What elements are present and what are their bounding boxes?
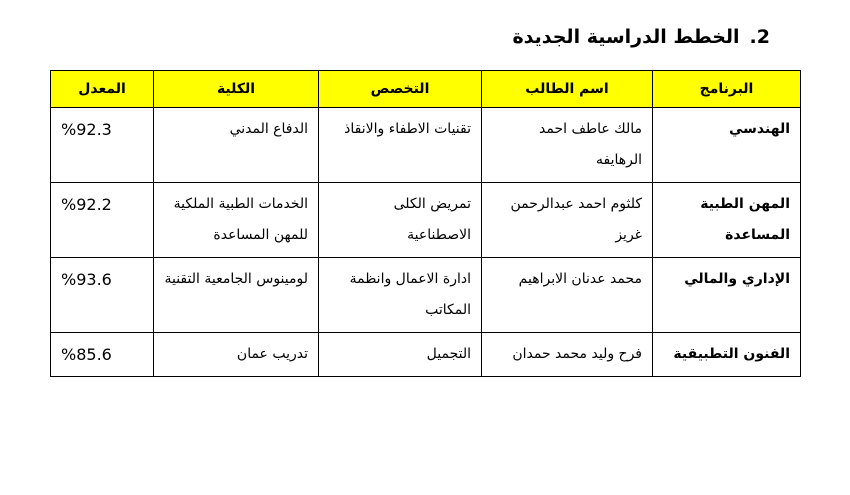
header-college: الكلية [154,71,319,108]
cell-college: تدريب عمان [154,333,319,377]
cell-student-name: مالك عاطف احمد الرهايفه [482,108,653,183]
cell-college: لومينوس الجامعية التقنية [154,258,319,333]
table-header-row [51,71,801,108]
cell-college: الدفاع المدني [154,108,319,183]
cell-student-name: فرح وليد محمد حمدان [482,333,653,377]
header-program: البرنامج [653,71,801,108]
cell-average: %92.2 [51,183,154,258]
cell-program: الفنون التطبيقية [653,333,801,377]
header-average: المعدل [51,71,154,108]
section-heading [512,26,770,48]
cell-average: %92.3 [51,108,154,183]
study-plans-table [50,70,801,377]
header-major: التخصص [319,71,482,108]
cell-college: الخدمات الطبية الملكية للمهن المساعدة [154,183,319,258]
table-row [51,183,801,258]
cell-program: الهندسي [653,108,801,183]
cell-major: التجميل [319,333,482,377]
table-row [51,258,801,333]
cell-student-name: محمد عدنان الابراهيم [482,258,653,333]
cell-major: تمريض الكلى الاصطناعية [319,183,482,258]
table-row [51,333,801,377]
header-student-name: اسم الطالب [482,71,653,108]
cell-major: ادارة الاعمال وانظمة المكاتب [319,258,482,333]
cell-student-name: كلثوم احمد عبدالرحمن غريز [482,183,653,258]
cell-program: الإداري والمالي [653,258,801,333]
section-title: الخطط الدراسية الجديدة [512,26,740,48]
table-row [51,108,801,183]
cell-average: %93.6 [51,258,154,333]
cell-average: %85.6 [51,333,154,377]
cell-major: تقنيات الاطفاء والانقاذ [319,108,482,183]
section-number: 2. [749,26,770,48]
cell-program: المهن الطبية المساعدة [653,183,801,258]
